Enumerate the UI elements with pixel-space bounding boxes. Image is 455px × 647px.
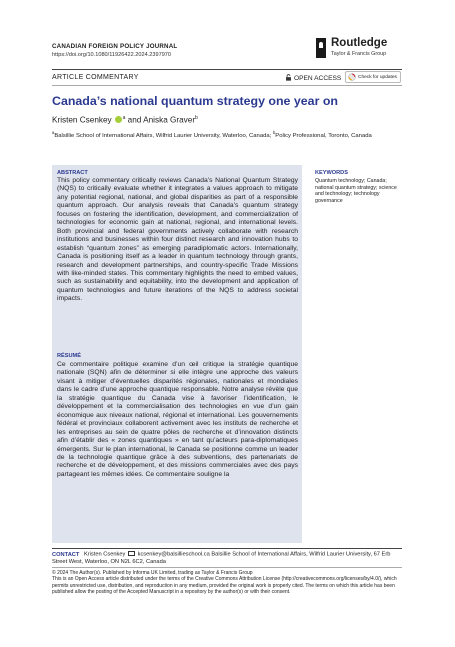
affiliation-marker: b xyxy=(195,115,198,121)
affiliation-marker: b xyxy=(272,130,276,135)
affiliation-b: Policy Professional, Toronto, Canada xyxy=(275,132,372,139)
contact-name: Kristen Csenkey xyxy=(83,551,126,558)
author-conjunction: and xyxy=(125,115,144,125)
publisher-subtitle: Taylor & Francis Group xyxy=(331,51,387,57)
check-updates-button[interactable] xyxy=(345,71,401,83)
resume-heading: RÉSUMÉ xyxy=(57,353,81,359)
license-rule xyxy=(52,567,402,568)
routledge-mark-icon xyxy=(316,38,326,58)
contact-email[interactable]: kcsenkey@balsillieschool.ca xyxy=(137,551,210,558)
check-updates-label: Check for updates xyxy=(358,74,397,80)
open-lock-icon xyxy=(285,74,292,81)
keywords-heading: KEYWORDS xyxy=(315,170,348,176)
open-access-label xyxy=(285,74,341,82)
routledge-logo[interactable] xyxy=(316,36,416,66)
footer-rule xyxy=(52,548,402,549)
abstract-text: This policy commentary critically reviews Canada’s National Quantum Strategy (NQS) to critically evaluate whether it integrates a values approach to mitigate any potential regional, national, and global disparities as part of a responsible quantum approach. Our analysis reveals that Canada’s quantum strategy focuses on fostering the identification, development, and commercialization of technologies for economic gain at national, regional, and international levels. Both provincial and federal governments actively collaborate with research institutions and businesses within four distinct research and innovation hubs to establish “quantum zones” as emerging paradiplomatic actors. Internationally, Canada is positioning itself as a leader in quantum technology through grants, research and development partnerships, and country-specific Trade Missions with like-minded states. This commentary highlights the need to embed values, such as sustainability and equitability, into the development and application of quantum technologies and future iterations of the NQS to address societal impacts. xyxy=(57,177,298,303)
author-name[interactable]: Kristen Csenkey xyxy=(52,115,112,125)
orcid-icon[interactable] xyxy=(115,116,122,123)
license-block xyxy=(52,570,402,596)
doi-link[interactable]: https://doi.org/10.1080/11926422.2024.2397970 xyxy=(52,52,172,58)
article-title: Canada’s national quantum strategy one year on xyxy=(52,94,338,108)
affiliation-marker: a xyxy=(52,130,55,135)
subheader-rule xyxy=(52,85,402,86)
license-text: This is an Open Access article distributed under the terms of the Creative Commons Attribution License (http://creativecommons.org/licenses/by/4.0/), which permits unrestricted use, distribution, and reproduction in any medium, provided the original work is properly cited. The terms on which this article has been published allow the posting of the Accepted Manuscript in a repository by the author(s) or with their consent. xyxy=(52,576,397,596)
affiliation-marker: a xyxy=(122,115,126,121)
affiliations xyxy=(52,129,402,140)
header-rule xyxy=(52,69,402,70)
article-type: ARTICLE COMMENTARY xyxy=(52,74,139,81)
resume-text: Ce commentaire politique examine d’un œil critique la stratégie quantique nationale (SQN) afin de déterminer si elle intègre une approche des valeurs visant à mitiger d’éventuelles disparités régionales, nationales et mondiales dans le cadre d’une approche quantique responsable. Notre analyse révèle que la stratégie quantique du Canada vise à favoriser l’identification, le développement et la commercialisation des technologies en vue d’un gain économique aux niveaux national, régional et international. Les gouvernements fédéral et provinciaux collaborent activement avec les instituts de recherche et les entreprises au sein de quatre pôles de recherche et d’innovation distincts afin d’établir des « zones quantiques » en tant qu’acteurs para-diplomatiques émergents. Sur le plan international, le Canada se positionne comme un leader de la technologie quantique grâce à des subventions, des partenariats de recherche et de développement, et des missions commerciales avec des pays partageant les mêmes idées. Ce commentaire souligne la xyxy=(57,361,298,478)
contact-block xyxy=(52,551,402,566)
author-line xyxy=(52,115,198,125)
publisher-name: Routledge xyxy=(331,37,388,49)
journal-name: CANADIAN FOREIGN POLICY JOURNAL xyxy=(52,43,178,50)
author-name[interactable]: Aniska Graver xyxy=(143,115,196,125)
email-icon xyxy=(128,551,135,556)
check-updates-icon xyxy=(348,73,356,81)
open-access-text: OPEN ACCESS xyxy=(294,75,342,82)
contact-label: CONTACT xyxy=(52,551,80,558)
abstract-heading: ABSTRACT xyxy=(57,170,88,176)
affiliation-a: Balsillie School of International Affairs, Wilfrid Laurier University, Waterloo, Canada; xyxy=(54,132,273,139)
copyright-line: © 2024 The Author(s). Published by Informa UK Limited, trading as Taylor & Francis Group xyxy=(52,570,253,576)
keywords-list: Quantum technology; Canada; national quantum strategy; science and technology; technology governance xyxy=(315,178,397,204)
contact-affiliation: Balsillie School of International Affairs, Wilfrid Laurier University, 67 Erb Street West, Waterloo, ON N2L 6C2, Canada xyxy=(52,551,391,565)
